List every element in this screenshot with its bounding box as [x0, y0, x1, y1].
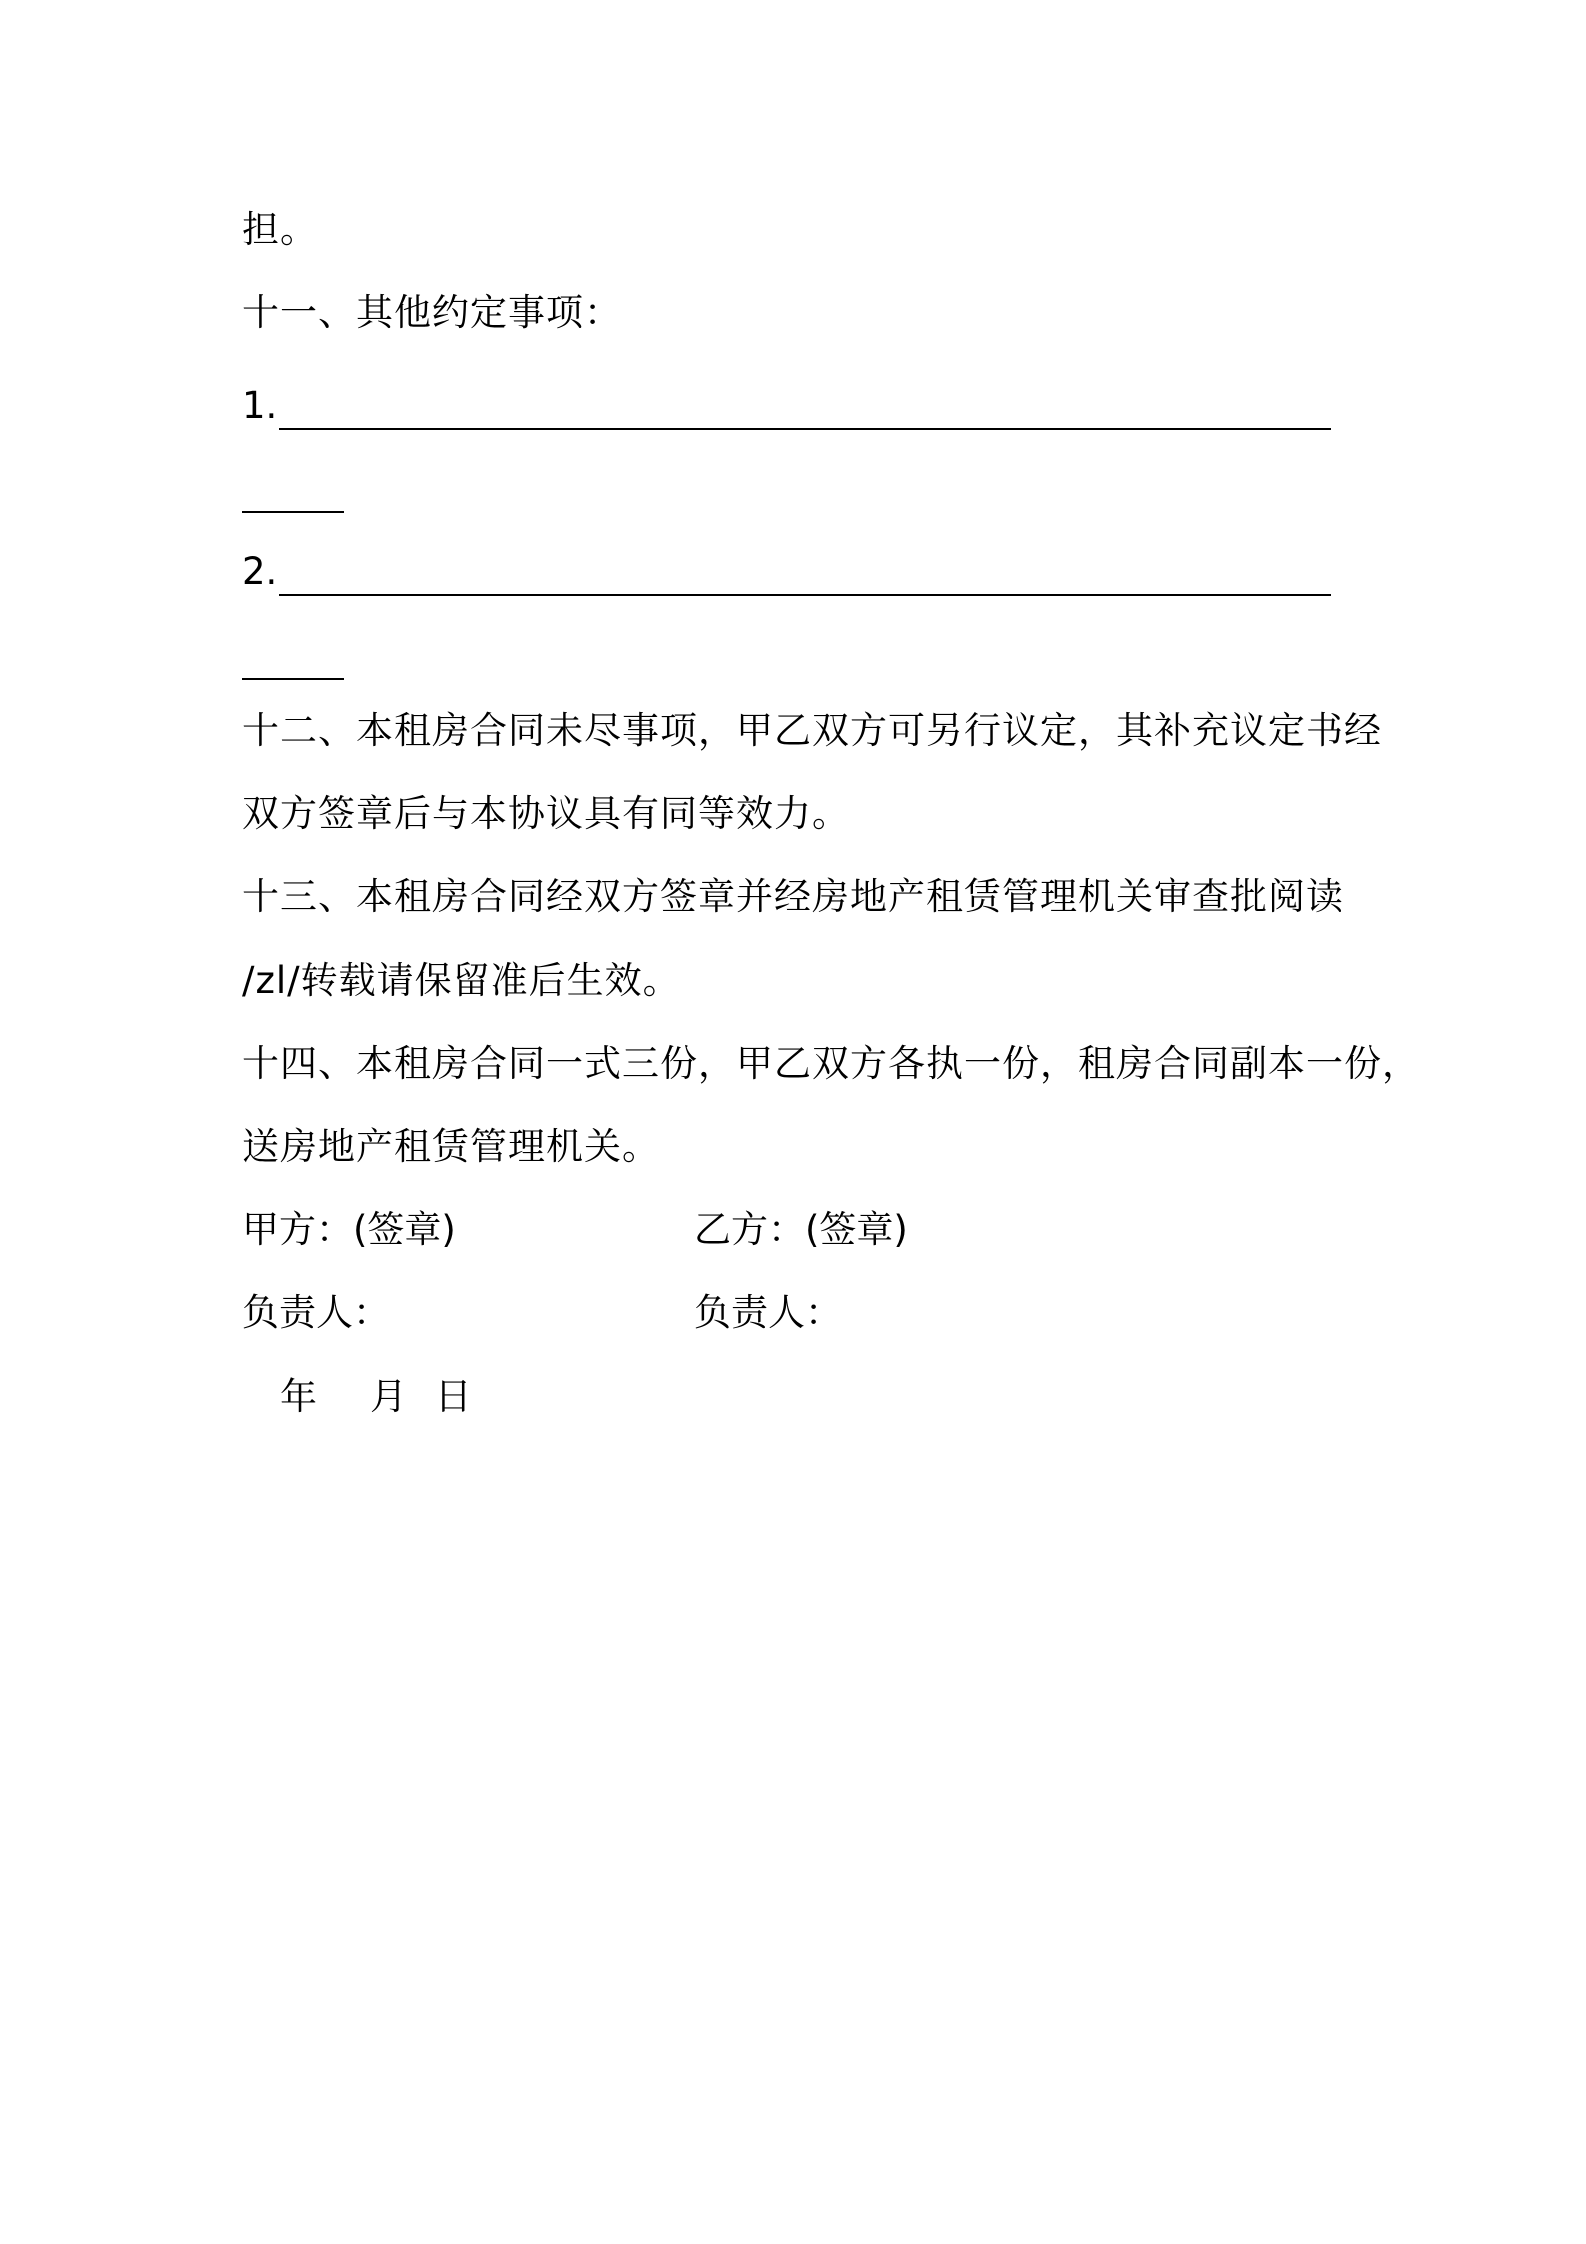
section-14-line-2: 送房地产租赁管理机关。: [242, 1125, 660, 1168]
party-b-responsible-label: 负责人：: [694, 1291, 842, 1334]
party-a-responsible-label: 负责人：: [242, 1291, 390, 1334]
section-12-line-2: 双方签章后与本协议具有同等效力。: [242, 792, 850, 835]
continuation-text: 担。: [242, 208, 318, 251]
party-a-signature-label: 甲方：(签章): [242, 1208, 456, 1251]
item-1-blank-rule: [279, 394, 1331, 430]
section-13-line-1: 十三、本租房合同经双方签章并经房地产租赁管理机关审查批阅读: [242, 875, 1344, 918]
item-2-blank-rule: [279, 560, 1331, 596]
section-14-line-1: 十四、本租房合同一式三份，甲乙双方各执一份，租房合同副本一份，: [242, 1042, 1420, 1085]
item-1-blank-rule-continued: [242, 477, 344, 513]
agreement-item-1-continuation: [242, 465, 344, 513]
agreement-item-2: [242, 548, 1331, 596]
item-1-number: 1.: [242, 384, 278, 427]
party-b-signature-label: 乙方：(签章): [694, 1208, 908, 1251]
agreement-item-1: [242, 382, 1331, 430]
section-13-line-2: /zl/转载请保留准后生效。: [242, 959, 681, 1002]
agreement-item-2-continuation: [242, 632, 344, 680]
section-11-heading: 十一、其他约定事项：: [242, 291, 622, 334]
section-12-line-1: 十二、本租房合同未尽事项，甲乙双方可另行议定，其补充议定书经: [242, 709, 1382, 752]
signature-date-line: 年 月 日: [280, 1375, 480, 1418]
item-2-number: 2.: [242, 550, 278, 593]
item-2-blank-rule-continued: [242, 644, 344, 680]
